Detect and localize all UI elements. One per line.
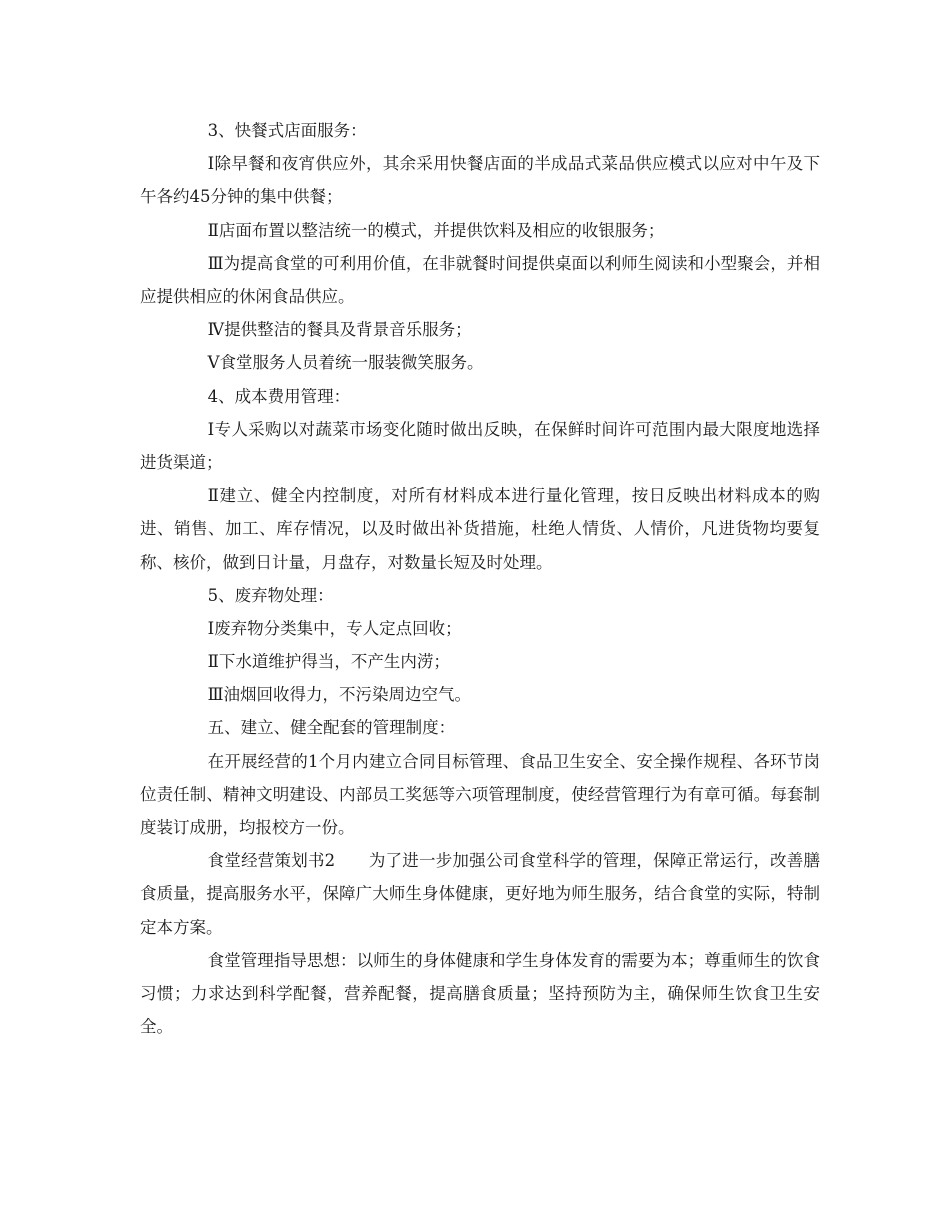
paragraph-item: Ⅱ下水道维护得当，不产生内涝； [207, 652, 450, 672]
paragraph-item: Ⅲ油烟回收得力，不污染周边空气。 [207, 685, 472, 705]
section-heading-cost-management: 4、成本费用管理： [207, 386, 351, 406]
paragraph-item: Ⅳ提供整洁的餐具及背景音乐服务； [207, 320, 472, 340]
paragraph-item: 食堂管理指导思想：以师生的身体健康和学生身体发育的需要为本；尊重师生的饮食习惯；力求达到科学配餐，营养配餐，提高膳食质量；坚持预防为主，确保师生饮食卫生安全。 [140, 950, 820, 1037]
paragraph-item: Ⅱ建立、健全内控制度，对所有材料成本进行量化管理，按日反映出材料成本的购进、销售、加工、库存情况，以及时做出补货措施，杜绝人情货、人情价，凡进货物均要复称、核价，做到日计量，月盘存，对数量长短及时处理。 [140, 486, 820, 572]
paragraph-item: Ⅴ食堂服务人员着统一服装微笑服务。 [207, 353, 484, 373]
paragraph-item: Ⅰ废弃物分类集中，专人定点回收； [207, 618, 462, 638]
section-heading-fast-food-service: 3、快餐式店面服务： [207, 121, 367, 140]
paragraph-item: 食堂经营策划书2 为了进一步加强公司食堂科学的管理，保障正常运行，改善膳食质量，提高服务水平，保障广大师生身体健康，更好地为师生服务，结合食堂的实际，特制定本方案。 [140, 851, 820, 937]
section-heading-waste-handling: 5、废弃物处理： [207, 585, 334, 605]
paragraph-item: Ⅱ店面布置以整洁统一的模式，并提供饮料及相应的收银服务； [207, 220, 665, 240]
paragraph-item: Ⅰ专人采购以对蔬菜市场变化随时做出反映，在保鲜时间许可范围内最大限度地选择进货渠道； [140, 419, 820, 472]
section-heading-management-system: 五、建立、健全配套的管理制度： [207, 718, 456, 738]
paragraph-item: 在开展经营的1个月内建立合同目标管理、食品卫生安全、安全操作规程、各环节岗位责任制、精神文明建设、内部员工奖惩等六项管理制度，使经营管理行为有章可循。每套制度装订成册，均报校方一份。 [140, 751, 820, 838]
paragraph-item: Ⅰ除早餐和夜宵供应外，其余采用快餐店面的半成品式菜品供应模式以应对中午及下午各约45分钟的集中供餐； [140, 154, 820, 207]
paragraph-item: Ⅲ为提高食堂的可利用价值，在非就餐时间提供桌面以利师生阅读和小型聚会，并相应提供相应的休闲食品供应。 [140, 253, 820, 306]
document-body [140, 114, 820, 1043]
